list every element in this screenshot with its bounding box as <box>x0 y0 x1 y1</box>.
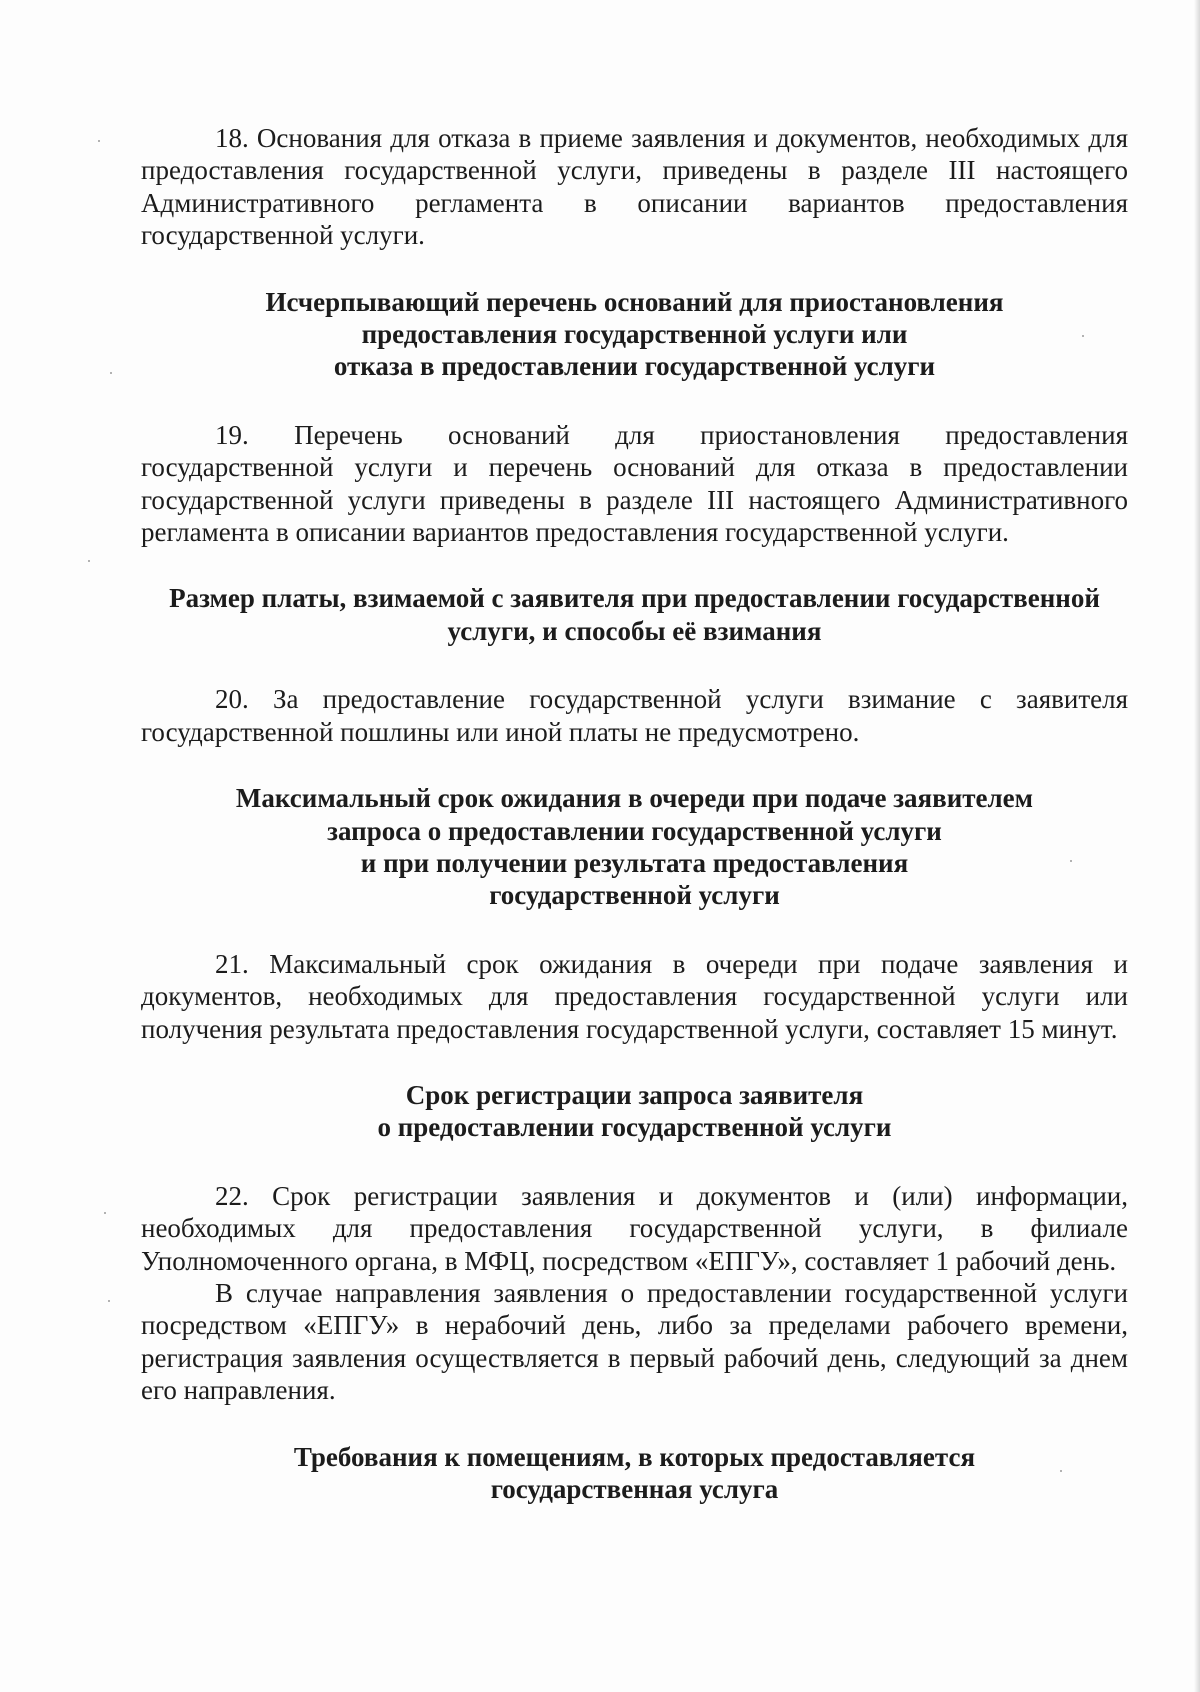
heading-line: государственная услуга <box>490 1474 779 1504</box>
heading-line: государственной услуги <box>489 880 780 911</box>
document-body <box>141 122 1128 1505</box>
heading-suspension-grounds <box>141 286 1128 383</box>
heading-fee <box>141 582 1128 647</box>
heading-line: Размер платы, взимаемой с заявителя при предоставлении государственной <box>169 583 1100 614</box>
scan-speck <box>104 1212 106 1214</box>
heading-line: и при получении результата предоставления <box>360 847 909 878</box>
scan-speck <box>108 1300 110 1302</box>
heading-line: предоставления государственной услуги или <box>361 319 908 350</box>
heading-premises-requirements <box>141 1441 1128 1506</box>
heading-line: о предоставлении государственной услуги <box>377 1112 892 1143</box>
heading-line: Требования к помещениям, в которых предоставляется <box>293 1441 976 1472</box>
heading-line: Исчерпывающий перечень оснований для приостановления <box>265 286 1004 317</box>
heading-line: отказа в предоставлении государственной услуги <box>333 351 936 382</box>
scan-speck <box>88 560 90 562</box>
paragraph-22-continued: В случае направления заявления о предоставлении государственной услуги посредством «ЕПГУ» в нерабочий день, либо за пределами рабочего времени, регистрация заявления осуществляется в первый рабочий день, следующий за днем его направления. <box>141 1277 1128 1406</box>
paragraph-20: 20. За предоставление государственной услуги взимание с заявителя государственной пошлины или иной платы не предусмотрено. <box>141 684 1128 747</box>
heading-line: Срок регистрации запроса заявителя <box>405 1079 864 1110</box>
heading-registration-term <box>141 1079 1128 1144</box>
paragraph-21: 21. Максимальный срок ожидания в очереди при подаче заявления и документов, необходимых для предоставления государственной услуги или получения результата предоставления государственной услуги, составляет 15 минут. <box>141 948 1128 1044</box>
paragraph-19: 19. Перечень оснований для приостановления предоставления государственной услуги и перечень оснований для отказа в предоставлении государственной услуги приведены в разделе III настоящего Административного регламента в описании вариантов предоставления государственной услуги. <box>141 419 1128 548</box>
paragraph-22: 22. Срок регистрации заявления и документов и (или) информации, необходимых для предоставления государственной услуги, в филиале Уполномоченного органа, в МФЦ, посредством «ЕПГУ», составляет 1 рабочий день. <box>141 1180 1128 1276</box>
scan-speck <box>98 140 100 142</box>
heading-line: услуги, и способы её взимания <box>447 615 822 646</box>
page-edge-shadow <box>1194 0 1200 1692</box>
heading-queue-time <box>141 782 1128 912</box>
heading-line: запроса о предоставлении государственной услуги <box>327 815 942 846</box>
paragraph-18: 18. Основания для отказа в приеме заявления и документов, необходимых для предоставления государственной услуги, приведены в разделе III настоящего Административного регламента в описании вариантов предоставления государственной услуги. <box>141 123 1128 251</box>
heading-line: Максимальный срок ожидания в очереди при подаче заявителем <box>235 783 1034 814</box>
scan-speck <box>110 372 112 374</box>
